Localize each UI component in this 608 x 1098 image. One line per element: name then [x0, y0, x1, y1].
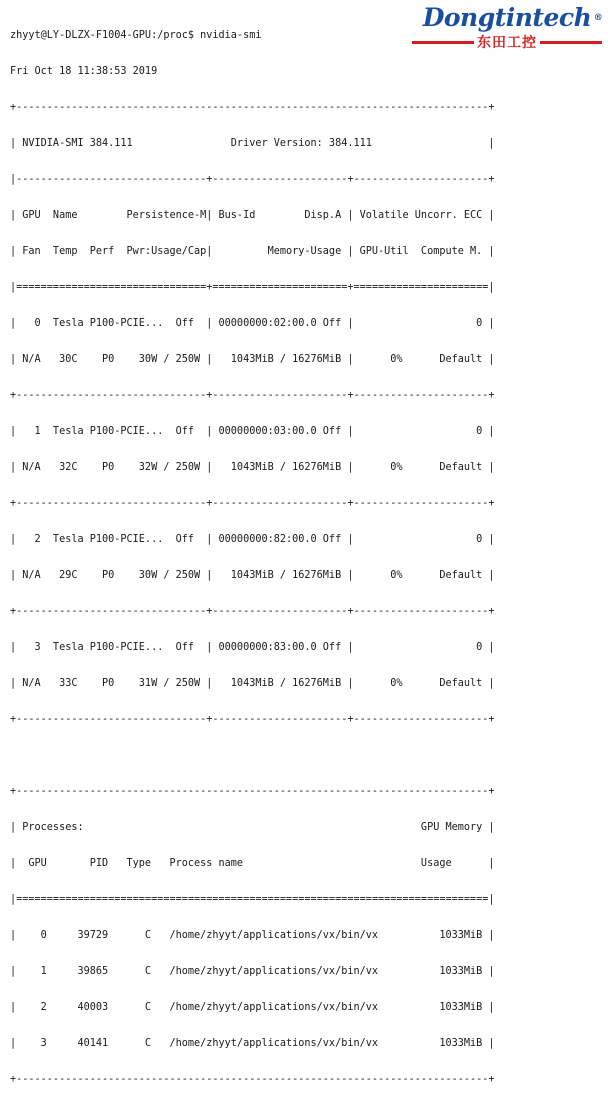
- table-line: | Fan Temp Perf Pwr:Usage/Cap| Memory-Usage | GPU-Util Compute M. |: [10, 246, 495, 257]
- table-line: | 0 Tesla P100-PCIE... Off | 00000000:02:00.0 Off | 0 |: [10, 318, 495, 329]
- table-line: +-----------------------------------------------------------------------------+: [10, 102, 495, 113]
- rule-left: [412, 41, 474, 44]
- table-line: | N/A 32C P0 32W / 250W | 1043MiB / 16276MiB | 0% Default |: [10, 462, 495, 473]
- table-line: +-------------------------------+----------------------+----------------------+: [10, 498, 495, 509]
- table-line: | N/A 33C P0 31W / 250W | 1043MiB / 16276MiB | 0% Default |: [10, 678, 495, 689]
- table-line: +-------------------------------+----------------------+----------------------+: [10, 390, 495, 401]
- table-line: | N/A 30C P0 30W / 250W | 1043MiB / 16276MiB | 0% Default |: [10, 354, 495, 365]
- table-line: | N/A 29C P0 30W / 250W | 1043MiB / 16276MiB | 0% Default |: [10, 570, 495, 581]
- table-line: |=============================================================================|: [10, 894, 495, 905]
- table-line: |-------------------------------+----------------------+----------------------+: [10, 174, 495, 185]
- table-line: | GPU Name Persistence-M| Bus-Id Disp.A | Volatile Uncorr. ECC |: [10, 210, 495, 221]
- blank-line: [10, 750, 600, 762]
- table-line: | 2 Tesla P100-PCIE... Off | 00000000:82:00.0 Off | 0 |: [10, 534, 495, 545]
- registered-mark-icon: ®: [593, 13, 603, 23]
- table-line: | 3 Tesla P100-PCIE... Off | 00000000:83:00.0 Off | 0 |: [10, 642, 495, 653]
- table-line: | Processes: GPU Memory |: [10, 822, 495, 833]
- watermark-logo: [412, 4, 602, 52]
- watermark-brand: [422, 3, 603, 32]
- shell-prompt-line: zhyyt@LY-DLZX-F1004-GPU:/proc$ nvidia-smi: [10, 30, 262, 41]
- table-line: | 2 40003 C /home/zhyyt/applications/vx/bin/vx 1033MiB |: [10, 1002, 495, 1013]
- table-line: | 1 39865 C /home/zhyyt/applications/vx/bin/vx 1033MiB |: [10, 966, 495, 977]
- watermark-subtitle: 东田工控: [477, 35, 537, 51]
- table-line: |===============================+======================+======================|: [10, 282, 495, 293]
- table-line: | 1 Tesla P100-PCIE... Off | 00000000:03:00.0 Off | 0 |: [10, 426, 495, 437]
- table-line: +-------------------------------+----------------------+----------------------+: [10, 606, 495, 617]
- table-line: +-----------------------------------------------------------------------------+: [10, 786, 495, 797]
- table-line: | NVIDIA-SMI 384.111 Driver Version: 384.111 |: [10, 138, 495, 149]
- table-line: +-----------------------------------------------------------------------------+: [10, 1074, 495, 1085]
- watermark-subtitle-row: [412, 32, 602, 52]
- table-line: | 3 40141 C /home/zhyyt/applications/vx/bin/vx 1033MiB |: [10, 1038, 495, 1049]
- table-line: | GPU PID Type Process name Usage |: [10, 858, 495, 869]
- nvidia-smi-date-line: Fri Oct 18 11:38:53 2019: [10, 66, 158, 77]
- table-line: | 0 39729 C /home/zhyyt/applications/vx/bin/vx 1033MiB |: [10, 930, 495, 941]
- table-line: +-------------------------------+----------------------+----------------------+: [10, 714, 495, 725]
- watermark-brand-text: Dongtintech: [422, 3, 592, 32]
- rule-right: [540, 41, 602, 44]
